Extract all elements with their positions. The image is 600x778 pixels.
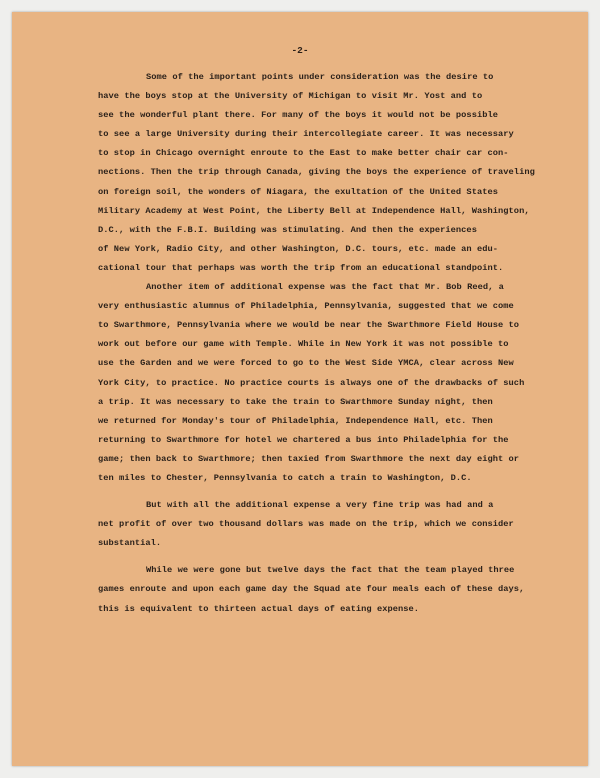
text-line: a trip. It was necessary to take the train to Swarthmore Sunday night, then [98, 396, 493, 407]
text-line: on foreign soil, the wonders of Niagara, the exultation of the United States [98, 186, 499, 197]
text-line: work out before our game with Temple. While in New York it was not possible to [98, 339, 509, 350]
text-line: to stop in Chicago overnight enroute to the East to make better chair car con- [98, 148, 509, 159]
text-line: York City, to practice. No practice courts is always one of the drawbacks of such [98, 377, 525, 388]
text-line: While we were gone but twelve days the fact that the team played three [146, 565, 515, 576]
text-line: very enthusiastic alumnus of Philadelphia, Pennsylvania, suggested that we come [98, 301, 514, 312]
text-line: ten miles to Chester, Pennsylvania to catch a train to Washington, D.C. [98, 472, 472, 483]
text-line: Military Academy at West Point, the Liberty Bell at Independence Hall, Washington, [98, 205, 530, 216]
paragraph-4 [98, 561, 568, 618]
text-line: Another item of additional expense was the fact that Mr. Bob Reed, a [146, 282, 504, 293]
text-line: we returned for Monday's tour of Philadelphia, Independence Hall, etc. Then [98, 415, 493, 426]
text-line: returning to Swarthmore for hotel we chartered a bus into Philadelphia for the [98, 434, 509, 445]
paragraph-1 [98, 68, 568, 278]
text-line: nections. Then the trip through Canada, giving the boys the experience of traveling [98, 167, 535, 178]
text-line: cational tour that perhaps was worth the trip from an educational standpoint. [98, 262, 504, 273]
page-number: -2- [291, 45, 309, 56]
text-line: Some of the important points under consideration was the desire to [146, 72, 494, 82]
text-line: of New York, Radio City, and other Washington, D.C. tours, etc. made an edu- [98, 243, 499, 254]
text-line: have the boys stop at the University of Michigan to visit Mr. Yost and to [98, 91, 483, 102]
paragraph-gap [98, 488, 568, 496]
text-line: substantial. [98, 538, 162, 549]
text-line: to Swarthmore, Pennsylvania where we would be near the Swarthmore Field House to [98, 320, 520, 331]
document-body [98, 68, 568, 619]
text-line: But with all the additional expense a very fine trip was had and a [146, 500, 494, 511]
text-line: game; then back to Swarthmore; then taxied from Swarthmore the next day eight or [98, 453, 520, 464]
text-line: games enroute and upon each game day the Squad ate four meals each of these days, [98, 584, 525, 595]
document-page [12, 12, 588, 766]
paragraph-gap [98, 553, 568, 561]
text-line: this is equivalent to thirteen actual days of eating expense. [98, 603, 420, 614]
text-line: net profit of over two thousand dollars was made on the trip, which we consider [98, 519, 514, 530]
paragraph-3 [98, 496, 568, 553]
text-line: D.C., with the F.B.I. Building was stimulating. And then the experiences [98, 224, 477, 235]
paragraph-2 [98, 278, 568, 488]
text-line: use the Garden and we were forced to go to the West Side YMCA, clear across New [98, 358, 514, 369]
text-line: to see a large University during their intercollegiate career. It was necessary [98, 129, 514, 140]
text-line: see the wonderful plant there. For many of the boys it would not be possible [98, 110, 499, 121]
